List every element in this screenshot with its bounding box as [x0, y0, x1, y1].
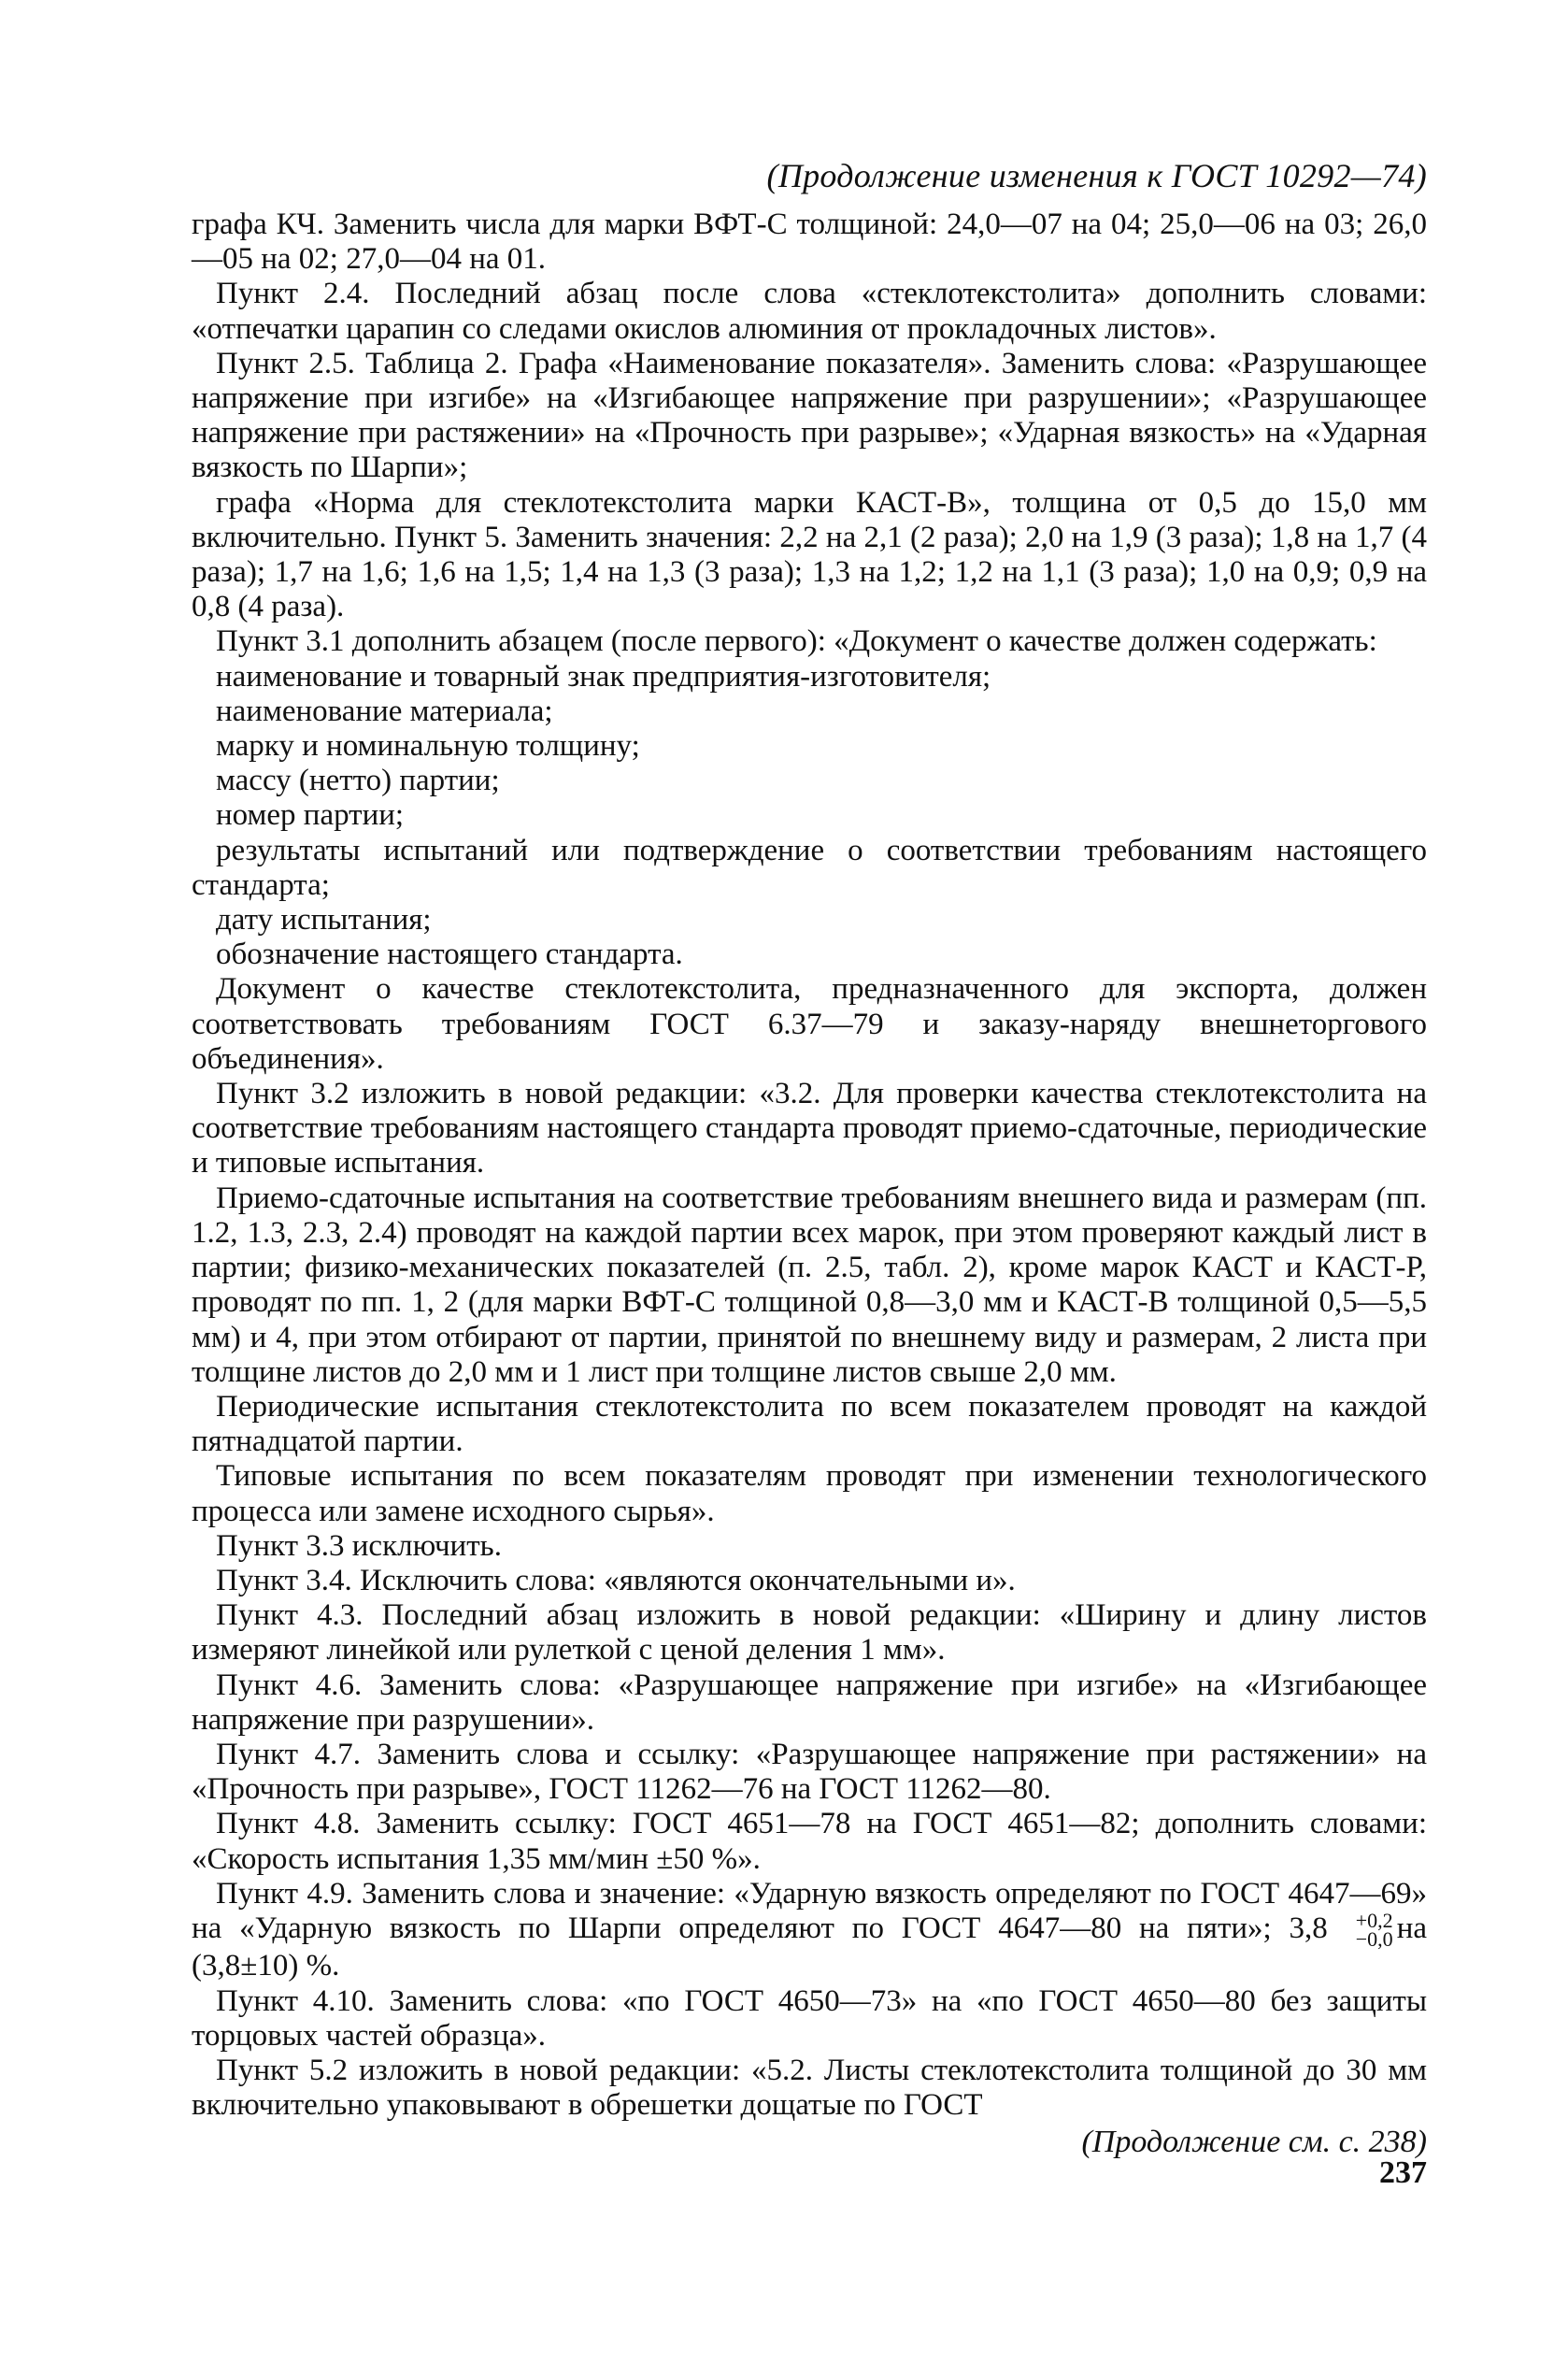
paragraph: Пункт 5.2 изложить в новой редакции: «5.2. Листы стеклотекстолита толщиной до 30 мм включительно упаковывают в обрешетки дощатые по ГОСТ	[192, 2053, 1427, 2123]
paragraph: Документ о качестве стеклотекстолита, предназначенного для экспорта, должен соответствовать требованиям ГОСТ 6.37—79 и заказу-наряду внешнеторгового объединения».	[192, 972, 1427, 1076]
paragraph: Пункт 4.8. Заменить ссылку: ГОСТ 4651—78 на ГОСТ 4651—82; дополнить словами: «Скорость испытания 1,35 мм/мин ±50 %».	[192, 1807, 1427, 1876]
list-item: наименование материала;	[216, 694, 553, 728]
paragraph: Типовые испытания по всем показателям проводят при изменении технологического процесса или замене исходного сырья».	[192, 1459, 1427, 1528]
paragraph: Периодические испытания стеклотекстолита по всем показателем проводят на каждой пятнадцатой партии.	[192, 1389, 1427, 1459]
list-item: обозначение настоящего стандарта.	[216, 938, 683, 972]
paragraph: графа КЧ. Заменить числа для марки ВФТ-С толщиной: 24,0—07 на 04; 25,0—06 на 03; 26,0—05 на 02; 27,0—04 на 01.	[192, 208, 1427, 277]
p49-text-after: на (3,8±10) %.	[192, 1911, 1427, 1983]
list-item: результаты испытаний или подтверждение о соответствии требованиям настоящего стандарта;	[192, 833, 1427, 902]
paragraph: Пункт 3.2 изложить в новой редакции: «3.2. Для проверки качества стеклотекстолита на соответствие требованиям настоящего стандарта проводят приемо-сдаточные, периодические и типовые испытания.	[192, 1077, 1427, 1181]
paragraph-4-9	[192, 1877, 1427, 1984]
tolerance-fraction	[1332, 1909, 1393, 1952]
list-item: дату испытания;	[216, 903, 432, 938]
tolerance-lower: −0,0	[1355, 1927, 1393, 1952]
page-number: 237	[1379, 2155, 1427, 2190]
document-page	[192, 157, 1427, 2160]
paragraph: Приемо-сдаточные испытания на соответствие требованиям внешнего вида и размерам (пп. 1.2, 1.3, 2.3, 2.4) проводят на каждой партии всех марок, при этом проверяют каждый лист в партии; физико-механических показателей (п. 2.5, табл. 2), кроме марок КАСТ и КАСТ-Р, проводят по пп. 1, 2 (для марки ВФТ-С толщиной 0,8—3,0 мм и КАСТ-В толщиной 0,5—5,5 мм) и 4, при этом отбирают от партии, принятой по внешнему виду и размерам, 2 листа при толщине листов до 2,0 мм и 1 лист при толщине листов свыше 2,0 мм.	[192, 1181, 1427, 1389]
list-item: марку и номинальную толщину;	[216, 729, 640, 764]
paragraph: Пункт 2.5. Таблица 2. Графа «Наименование показателя». Заменить слова: «Разрушающее напряжение при изгибе» на «Изгибающее напряжение при разрушении»; «Разрушающее напряжение при растяжении» на «Прочность при разрыве»; «Ударная вязкость» на «Ударная вязкость по Шарпи»;	[192, 346, 1427, 485]
paragraph: Пункт 4.6. Заменить слова: «Разрушающее напряжение при изгибе» на «Изгибающее напряжение при разрушении».	[192, 1668, 1427, 1737]
list-item: массу (нетто) партии;	[216, 764, 500, 798]
paragraph: Пункт 3.1 дополнить абзацем (после первого): «Документ о качестве должен содержать:	[216, 624, 1377, 659]
paragraph: Пункт 3.4. Исключить слова: «являются окончательными и».	[216, 1563, 1016, 1597]
continuation-note: (Продолжение см. с. 238)	[1081, 2125, 1427, 2160]
paragraph: Пункт 4.10. Заменить слова: «по ГОСТ 4650—73» на «по ГОСТ 4650—80 без защиты торцовых частей образца».	[192, 1983, 1427, 2053]
page-header: (Продолжение изменения к ГОСТ 10292—74)	[766, 157, 1427, 194]
p49-text-before: Пункт 4.9. Заменить слова и значение: «Ударную вязкость определяют по ГОСТ 4647—69» на «Ударную вязкость по Шарпи определяют по ГОСТ 4647—80 на пяти»; 3,8	[192, 1876, 1427, 1945]
list-item: наименование и товарный знак предприятия-изготовителя;	[216, 659, 991, 694]
paragraph: Пункт 4.7. Заменить слова и ссылку: «Разрушающее напряжение при растяжении» на «Прочность при разрыве», ГОСТ 11262—76 на ГОСТ 11262—80.	[192, 1737, 1427, 1807]
paragraph: Пункт 3.3 исключить.	[216, 1528, 502, 1563]
paragraph: графа «Норма для стеклотекстолита марки КАСТ-В», толщина от 0,5 до 15,0 мм включительно. Пункт 5. Заменить значения: 2,2 на 2,1 (2 раза); 2,0 на 1,9 (3 раза); 1,8 на 1,7 (4 раза); 1,7 на 1,6; 1,6 на 1,5; 1,4 на 1,3 (3 раза); 1,3 на 1,2; 1,2 на 1,1 (3 раза); 1,0 на 0,9; 0,9 на 0,8 (4 раза).	[192, 485, 1427, 624]
tolerance-upper: +0,2	[1355, 1909, 1393, 1933]
list-item: номер партии;	[216, 798, 405, 833]
paragraph: Пункт 4.3. Последний абзац изложить в новой редакции: «Ширину и длину листов измеряют линейкой или рулеткой с ценой деления 1 мм».	[192, 1598, 1427, 1668]
paragraph: Пункт 2.4. Последний абзац после слова «стеклотекстолита» дополнить словами: «отпечатки царапин со следами окислов алюминия от прокладочных листов».	[192, 277, 1427, 346]
